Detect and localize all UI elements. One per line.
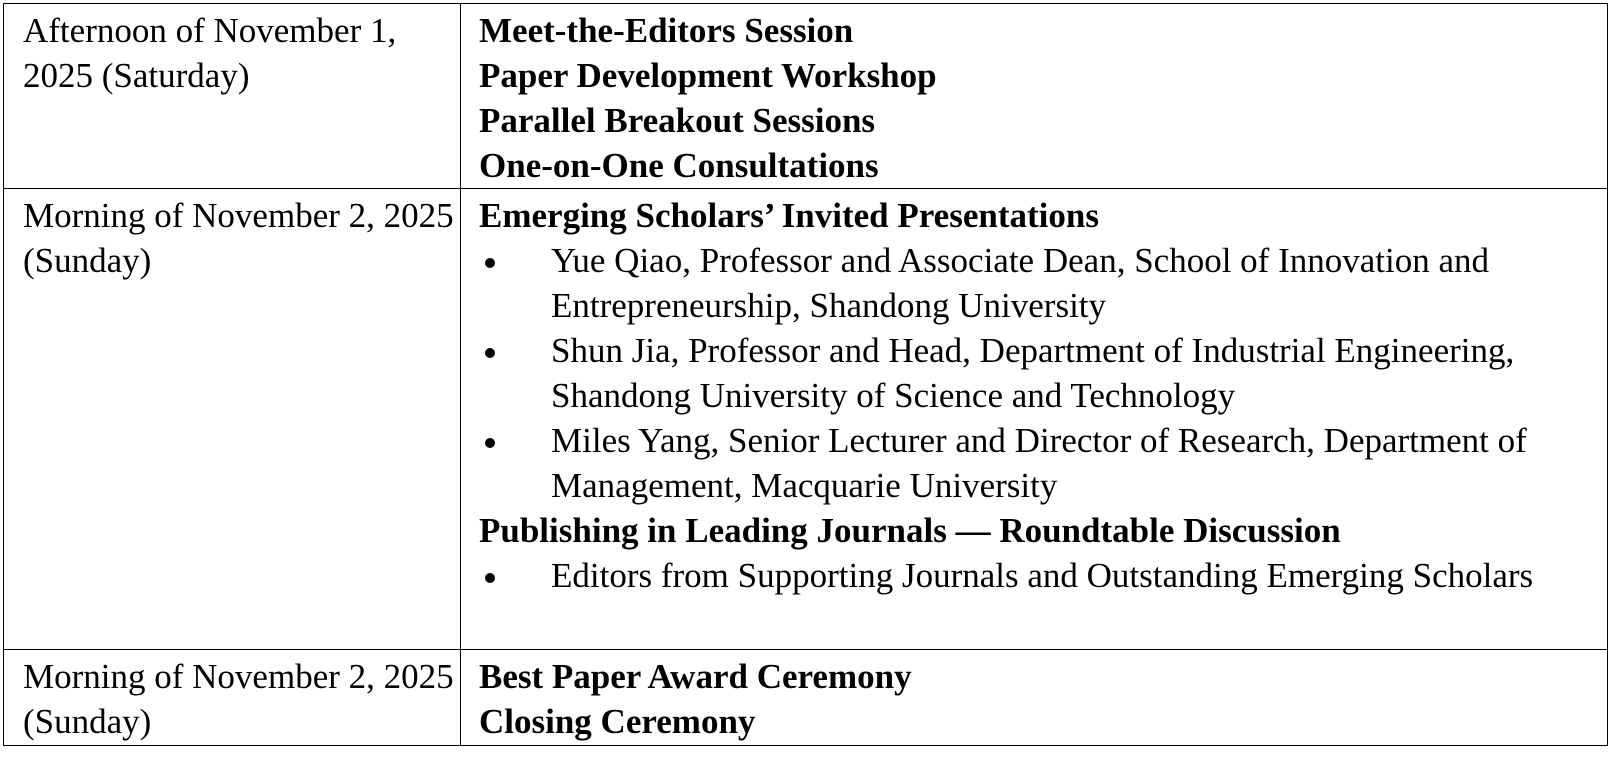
date-cell — [4, 189, 461, 650]
speaker-item — [479, 238, 1607, 328]
schedule-row — [4, 650, 1608, 746]
speaker-item — [479, 328, 1607, 418]
speaker-list — [479, 238, 1607, 508]
content-cell — [461, 650, 1608, 746]
session-heading: Emerging Scholars’ Invited Presentations — [479, 196, 1099, 235]
content-cell — [461, 4, 1608, 189]
speaker-text: Shun Jia, Professor and Head, Department of Industrial Engineering, Shandong University of Science and Technology — [551, 331, 1515, 415]
date-text: Morning of November 2, 2025 (Sunday) — [23, 196, 454, 280]
date-text: Afternoon of November 1, 2025 (Saturday) — [23, 11, 397, 95]
schedule-row — [4, 189, 1608, 650]
session-heading: Paper Development Workshop — [479, 56, 937, 95]
content-cell — [461, 189, 1608, 650]
bullet-icon — [485, 438, 495, 448]
participant-text: Editors from Supporting Journals and Outstanding Emerging Scholars — [551, 556, 1534, 595]
speaker-text: Yue Qiao, Professor and Associate Dean, School of Innovation and Entrepreneurship, Shandong University — [551, 241, 1489, 325]
participant-list — [479, 553, 1607, 598]
speaker-item — [479, 418, 1607, 508]
session-heading: One-on-One Consultations — [479, 146, 879, 185]
date-cell — [4, 4, 461, 189]
bullet-icon — [485, 573, 495, 583]
bullet-icon — [485, 348, 495, 358]
date-text: Morning of November 2, 2025 (Sunday) — [23, 657, 454, 741]
schedule-table — [3, 3, 1608, 746]
participant-item — [479, 553, 1607, 598]
session-heading: Closing Ceremony — [479, 702, 756, 741]
session-heading: Publishing in Leading Journals — Roundtable Discussion — [479, 511, 1341, 550]
date-cell — [4, 650, 461, 746]
speaker-text: Miles Yang, Senior Lecturer and Director of Research, Department of Management, Macquarie University — [551, 421, 1527, 505]
session-heading: Best Paper Award Ceremony — [479, 657, 912, 696]
session-heading: Parallel Breakout Sessions — [479, 101, 876, 140]
bullet-icon — [485, 258, 495, 268]
session-heading: Meet-the-Editors Session — [479, 11, 854, 50]
schedule-row — [4, 4, 1608, 189]
